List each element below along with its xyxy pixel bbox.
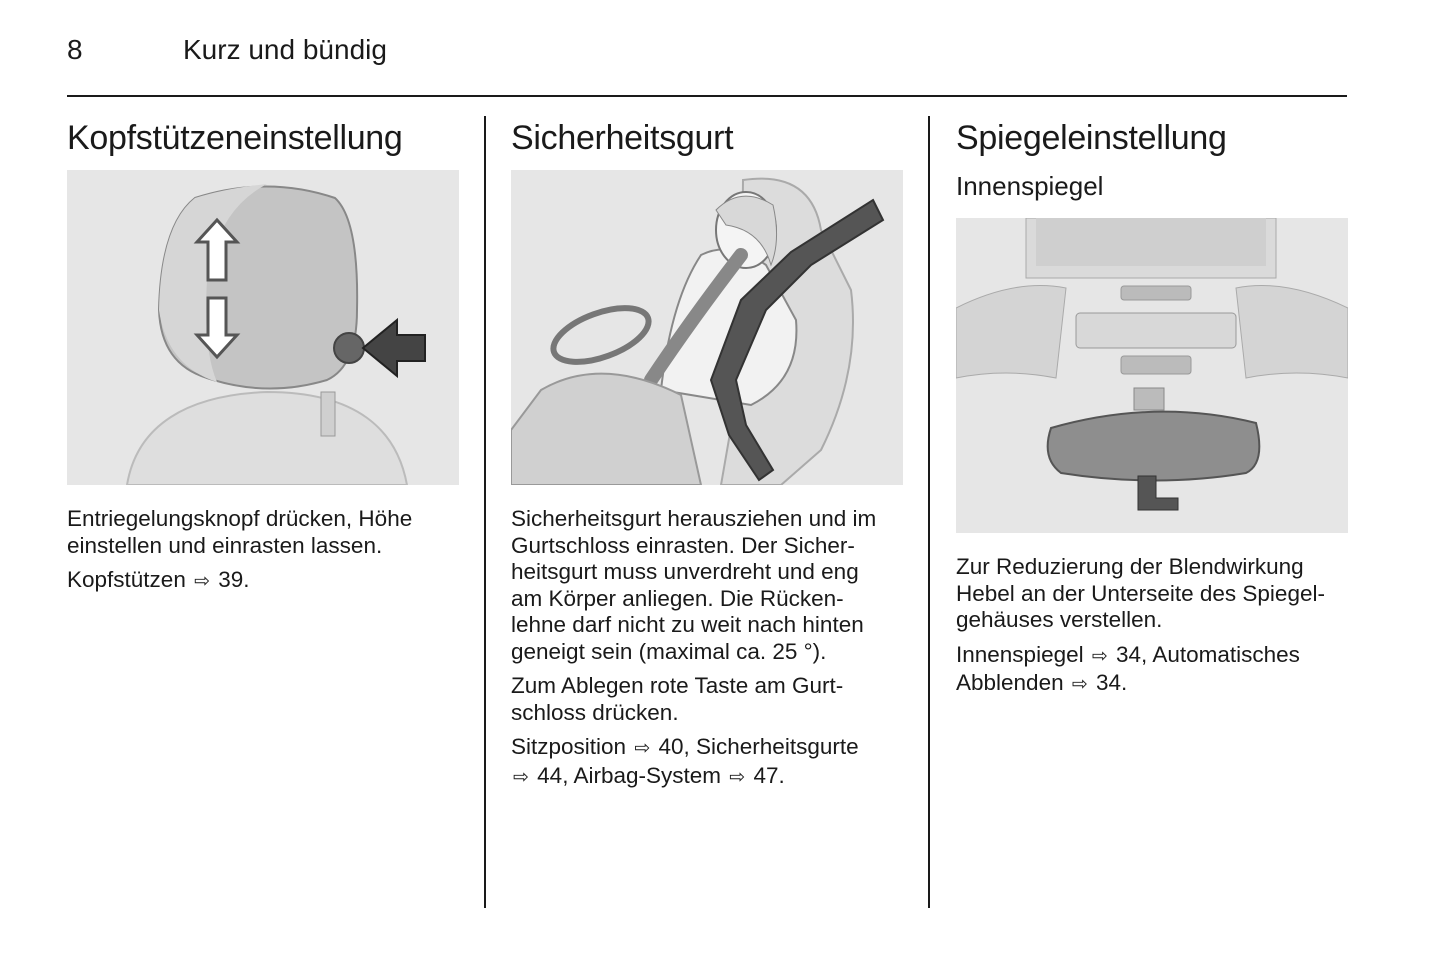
text-line: gehäuses verstellen. [956,607,1163,632]
column-divider-1 [484,116,486,908]
body-paragraph [511,673,903,726]
cross-reference-arrow-icon: ⇨ [194,571,211,592]
chapter-title: Kurz und bündig [183,34,387,65]
body-paragraph [511,734,903,791]
cross-reference-arrow-icon: ⇨ [513,766,529,788]
subsection-title-inner-mirror: Innenspiegel [956,171,1104,201]
mirror-illustration [956,218,1348,533]
text-line: Hebel an der Unterseite des Spiegel- [956,580,1325,606]
text-line: Sitzposition ⇨ 40, Sicherheitsgurte [511,734,859,759]
text-line: Innenspiegel ⇨ 34, Automatisches [956,641,1300,667]
section-body [67,506,459,596]
text-line: Abblenden ⇨ 34. [956,670,1128,695]
text-line: heitsgurt muss unverdreht und eng [511,559,859,584]
text-line: geneigt sein (maximal ca. 25 °). [511,638,827,664]
cross-reference-arrow-icon: ⇨ [1071,674,1088,695]
text-line: Kopfstützen ⇨ 39. [67,567,250,592]
column-headrest [67,118,459,604]
cross-reference-arrow-icon: ⇨ [1091,645,1108,667]
body-paragraph [956,642,1348,699]
body-paragraph [511,506,903,665]
section-body [956,554,1348,699]
body-paragraph [67,567,459,596]
text-line: Entriegelungsknopf drücken, Höhe [67,506,413,531]
text-line: lehne darf nicht zu weit nach hinten [511,612,864,637]
section-title-headrest: Kopfstützeneinstellung [67,119,403,157]
text-line: Zum Ablegen rote Taste am Gurt- [511,673,844,698]
cross-reference-arrow-icon: ⇨ [729,766,746,788]
page-number: 8 [67,34,83,65]
text-line: ⇨ 44, Airbag-System ⇨ 47. [513,762,785,788]
text-line: Sicherheitsgurt herausziehen und im [511,506,877,531]
body-paragraph [956,554,1348,634]
text-line: am Körper anliegen. Die Rücken- [511,585,844,611]
headrest-illustration [67,170,459,485]
text-line: einstellen und einrasten lassen. [67,532,383,558]
seatbelt-illustration [511,170,903,485]
header-rule [67,95,1347,97]
section-title-mirror: Spiegeleinstellung [956,119,1227,157]
section-body [511,506,903,791]
text-line: Gurtschloss einrasten. Der Sicher- [511,532,855,558]
column-divider-2 [928,116,930,908]
text-line: schloss drücken. [511,699,679,725]
text-line: Zur Reduzierung der Blendwirkung [956,554,1304,579]
section-title-seatbelt: Sicherheitsgurt [511,119,734,157]
column-mirror [956,118,1348,707]
cross-reference-arrow-icon: ⇨ [634,738,651,759]
column-seatbelt [511,118,903,799]
body-paragraph [67,506,459,559]
